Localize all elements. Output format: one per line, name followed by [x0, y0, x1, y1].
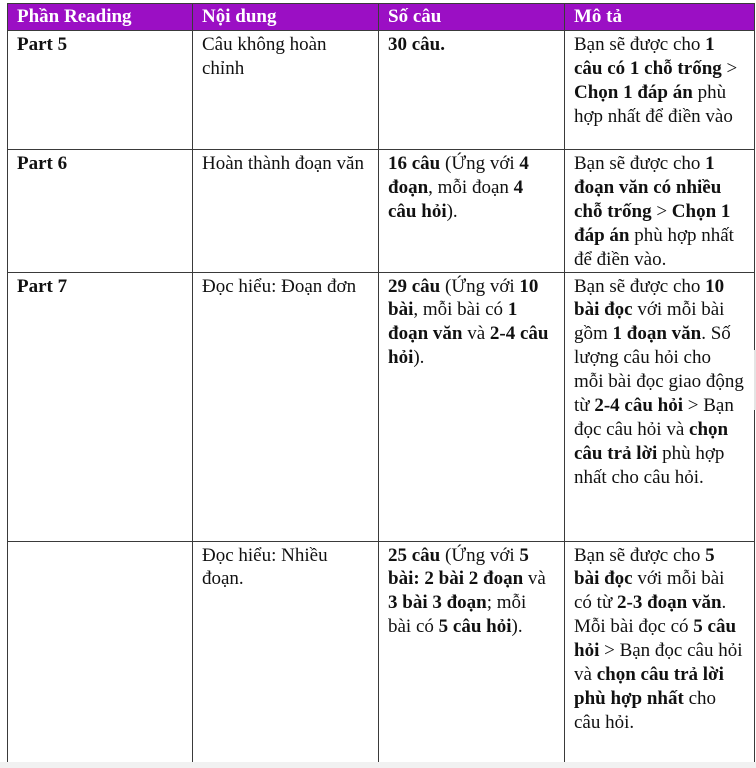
header-description: Mô tả: [565, 4, 755, 31]
count-text: ).: [446, 200, 458, 222]
count-text: và: [462, 323, 490, 345]
desc-bold: Chọn 1 đáp án: [574, 200, 731, 246]
desc-bold: Chọn 1 đáp án: [574, 81, 693, 103]
desc-text: Bạn sẽ được cho: [574, 34, 706, 55]
reading-parts-table: [7, 3, 755, 763]
content-cell: Đọc hiểu: Đoạn đơn: [193, 272, 379, 541]
desc-text: cho câu hỏi.: [574, 687, 717, 733]
bottom-strip: [0, 762, 756, 768]
count-bold: 5 bài: 2 bài 2 đoạn: [388, 544, 529, 590]
desc-text: >: [651, 200, 672, 222]
content-cell: Câu không hoàn chỉnh: [193, 31, 379, 150]
desc-text: . Số lượng câu hỏi cho mỗi bài đọc giao động từ: [574, 323, 744, 417]
count-text: (Ứng với: [440, 544, 520, 566]
desc-bold: 10 bài đọc: [574, 275, 725, 321]
count-cell: [379, 150, 565, 273]
part-cell: [8, 541, 193, 762]
table-header-row: [8, 4, 755, 31]
count-text: (Ứng với: [440, 275, 520, 297]
count-text: , mỗi đoạn: [428, 176, 514, 198]
table-row: [8, 150, 755, 273]
count-bold: 16 câu: [388, 153, 441, 174]
desc-bold: chọn câu trả lời: [574, 418, 729, 464]
desc-bold: 1 đoạn văn có nhiều chỗ trống: [574, 153, 722, 222]
header-count: Số câu: [379, 4, 565, 31]
desc-bold: 1 đoạn văn: [612, 323, 702, 345]
desc-text: Bạn sẽ được cho: [574, 544, 706, 566]
count-bold: 30 câu.: [388, 34, 445, 55]
desc-text: với mỗi bài gồm: [574, 299, 725, 345]
desc-bold: 5 câu hỏi: [574, 616, 737, 662]
count-bold: 4 câu hỏi: [388, 176, 524, 222]
count-bold: 2-4 câu hỏi: [388, 323, 549, 369]
desc-text: >: [721, 57, 738, 79]
count-bold: 5 câu hỏi: [438, 616, 512, 638]
count-cell: [379, 272, 565, 541]
content-cell: Đọc hiểu: Nhiều đoạn.: [193, 541, 379, 762]
count-text: , mỗi bài có: [413, 299, 508, 321]
desc-bold: 2-4 câu hỏi: [594, 395, 684, 417]
header-content: Nội dung: [193, 4, 379, 31]
desc-text: > Bạn đọc câu hỏi và: [574, 640, 743, 686]
desc-bold: 1 câu có 1 chỗ trống: [574, 34, 722, 79]
description-cell: [565, 150, 755, 273]
count-text: ).: [413, 347, 425, 369]
desc-text: . Mỗi bài đọc có: [574, 592, 727, 638]
desc-text: với mỗi bài có từ: [574, 568, 725, 614]
description-cell: [565, 31, 755, 150]
count-cell: [379, 541, 565, 762]
content-cell: Hoàn thành đoạn văn: [193, 150, 379, 273]
table-row: [8, 31, 755, 150]
description-cell: [565, 272, 755, 541]
table-row: [8, 272, 755, 541]
desc-bold: 5 bài đọc: [574, 544, 715, 590]
count-text: (Ứng với: [440, 153, 520, 174]
desc-text: > Bạn đọc câu hỏi và: [574, 395, 734, 440]
header-part: Phần Reading: [8, 4, 193, 31]
table-row: [8, 541, 755, 762]
desc-text: Bạn sẽ được cho: [574, 275, 706, 297]
count-bold: 25 câu: [388, 544, 441, 566]
part-cell: Part 7: [8, 272, 193, 541]
count-bold: 4 đoạn: [388, 153, 529, 198]
count-cell: [379, 31, 565, 150]
part-cell: Part 5: [8, 31, 193, 150]
count-bold: 29 câu: [388, 275, 441, 297]
desc-bold: chọn câu trả lời phù hợp nhất: [574, 664, 724, 709]
count-bold: 10 bài: [388, 275, 539, 321]
desc-text: phù hợp nhất để điền vào.: [574, 224, 734, 270]
count-bold: 3 bài 3 đoạn: [388, 592, 487, 614]
count-text: và: [523, 568, 546, 590]
description-cell: [565, 541, 755, 762]
count-bold: 1 đoạn văn: [388, 299, 518, 345]
count-text: ).: [511, 616, 523, 638]
desc-text: phù hợp nhất để điền vào: [574, 81, 733, 127]
desc-bold: 2-3 đoạn văn: [617, 592, 722, 614]
desc-text: phù hợp nhất cho câu hỏi.: [574, 442, 725, 488]
count-text: ; mỗi bài có: [388, 592, 527, 638]
part-cell: Part 6: [8, 150, 193, 273]
desc-text: Bạn sẽ được cho: [574, 153, 706, 174]
